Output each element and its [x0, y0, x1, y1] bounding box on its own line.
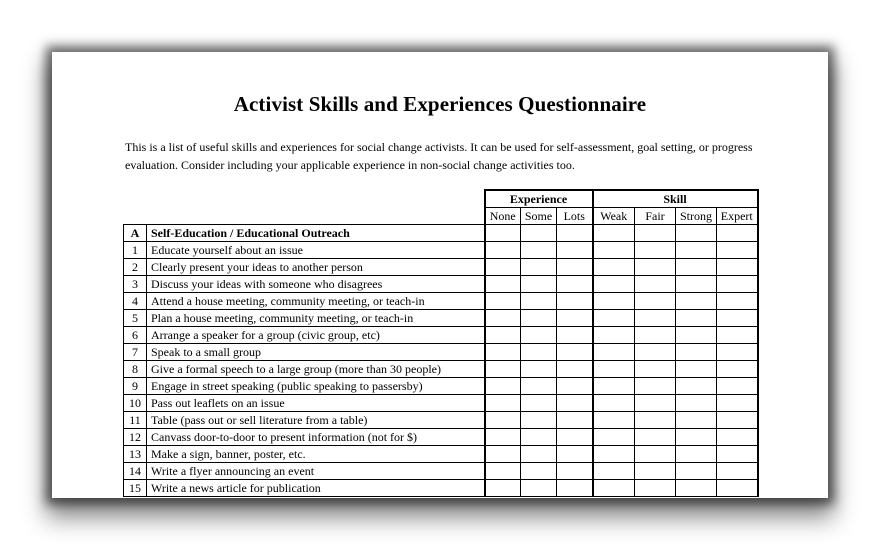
section-title: Self-Education / Educational Outreach [147, 225, 485, 242]
answer-cell[interactable] [521, 395, 557, 412]
answer-cell[interactable] [521, 412, 557, 429]
answer-cell[interactable] [635, 463, 676, 480]
table-row [124, 293, 758, 310]
answer-cell[interactable] [557, 310, 593, 327]
answer-cell[interactable] [521, 327, 557, 344]
answer-cell[interactable] [593, 259, 635, 276]
answer-cell[interactable] [593, 225, 635, 242]
answer-cell[interactable] [485, 446, 521, 463]
answer-cell[interactable] [485, 276, 521, 293]
answer-cell[interactable] [593, 242, 635, 259]
item-number: 2 [124, 259, 147, 276]
answer-cell[interactable] [557, 276, 593, 293]
item-text: Write a flyer announcing an event [147, 463, 485, 480]
item-text: Educate yourself about an issue [147, 242, 485, 259]
item-number: 3 [124, 276, 147, 293]
answer-cell[interactable] [635, 429, 676, 446]
col-header-some: Some [521, 208, 557, 225]
answer-cell[interactable] [485, 395, 521, 412]
answer-cell[interactable] [717, 446, 758, 463]
item-number: 8 [124, 361, 147, 378]
answer-cell[interactable] [635, 361, 676, 378]
table-row [124, 429, 758, 446]
intro-paragraph: This is a list of useful skills and experiences for social change activists. It can be used for self-assessment, goal setting, or progress evaluation. Consider including your applicable experience in non-social change activities too. [125, 140, 753, 172]
answer-cell[interactable] [635, 412, 676, 429]
section-letter: A [124, 225, 147, 242]
column-header-row [124, 208, 758, 225]
answer-cell[interactable] [557, 259, 593, 276]
document-page [52, 52, 828, 498]
item-text: Speak to a small group [147, 344, 485, 361]
answer-cell[interactable] [717, 361, 758, 378]
answer-cell[interactable] [593, 293, 635, 310]
answer-cell[interactable] [593, 327, 635, 344]
col-header-lots: Lots [557, 208, 593, 225]
table-row [124, 344, 758, 361]
answer-cell[interactable] [485, 259, 521, 276]
table-row [124, 463, 758, 480]
page-title: Activist Skills and Experiences Questionnaire [233, 92, 647, 116]
answer-cell[interactable] [485, 463, 521, 480]
answer-cell[interactable] [593, 310, 635, 327]
answer-cell[interactable] [635, 310, 676, 327]
answer-cell[interactable] [676, 293, 717, 310]
answer-cell[interactable] [557, 361, 593, 378]
answer-cell[interactable] [557, 242, 593, 259]
answer-cell[interactable] [717, 327, 758, 344]
answer-cell[interactable] [485, 378, 521, 395]
item-text: Discuss your ideas with someone who disagrees [147, 276, 485, 293]
answer-cell[interactable] [557, 463, 593, 480]
answer-cell[interactable] [521, 480, 557, 497]
answer-cell[interactable] [635, 395, 676, 412]
answer-cell[interactable] [676, 242, 717, 259]
answer-cell[interactable] [635, 344, 676, 361]
item-text: Write a news article for publication [147, 480, 485, 497]
item-number: 7 [124, 344, 147, 361]
item-number: 10 [124, 395, 147, 412]
table-row [124, 259, 758, 276]
answer-cell[interactable] [676, 412, 717, 429]
answer-cell[interactable] [557, 344, 593, 361]
answer-cell[interactable] [593, 344, 635, 361]
answer-cell[interactable] [593, 276, 635, 293]
answer-cell[interactable] [521, 276, 557, 293]
answer-cell[interactable] [635, 446, 676, 463]
answer-cell[interactable] [593, 446, 635, 463]
answer-cell[interactable] [485, 429, 521, 446]
answer-cell[interactable] [717, 293, 758, 310]
answer-cell[interactable] [593, 429, 635, 446]
answer-cell[interactable] [717, 344, 758, 361]
item-text: Canvass door-to-door to present information (not for $) [147, 429, 485, 446]
answer-cell[interactable] [717, 242, 758, 259]
answer-cell[interactable] [521, 293, 557, 310]
answer-cell[interactable] [521, 344, 557, 361]
table-row [124, 378, 758, 395]
table-row [124, 480, 758, 497]
answer-cell[interactable] [521, 225, 557, 242]
item-number: 6 [124, 327, 147, 344]
answer-cell[interactable] [485, 412, 521, 429]
answer-cell[interactable] [557, 293, 593, 310]
answer-cell[interactable] [676, 310, 717, 327]
answer-cell[interactable] [557, 378, 593, 395]
answer-cell[interactable] [521, 310, 557, 327]
table-row [124, 395, 758, 412]
answer-cell[interactable] [557, 480, 593, 497]
answer-cell[interactable] [593, 412, 635, 429]
item-text: Attend a house meeting, community meeting, or teach-in [147, 293, 485, 310]
col-header-weak: Weak [593, 208, 635, 225]
table-row [124, 242, 758, 259]
answer-cell[interactable] [676, 259, 717, 276]
answer-cell[interactable] [676, 429, 717, 446]
answer-cell[interactable] [635, 242, 676, 259]
answer-cell[interactable] [676, 361, 717, 378]
answer-cell[interactable] [557, 446, 593, 463]
answer-cell[interactable] [676, 276, 717, 293]
answer-cell[interactable] [717, 259, 758, 276]
answer-cell[interactable] [635, 259, 676, 276]
col-header-fair: Fair [635, 208, 676, 225]
col-header-expert: Expert [717, 208, 758, 225]
item-number: 13 [124, 446, 147, 463]
answer-cell[interactable] [521, 361, 557, 378]
answer-cell[interactable] [676, 344, 717, 361]
answer-cell[interactable] [676, 480, 717, 497]
answer-cell[interactable] [676, 446, 717, 463]
answer-cell[interactable] [485, 293, 521, 310]
item-text: Make a sign, banner, poster, etc. [147, 446, 485, 463]
item-number: 15 [124, 480, 147, 497]
item-text: Engage in street speaking (public speaking to passersby) [147, 378, 485, 395]
answer-cell[interactable] [521, 259, 557, 276]
answer-cell[interactable] [717, 395, 758, 412]
table-row [124, 276, 758, 293]
answer-cell[interactable] [635, 293, 676, 310]
section-header-row [124, 225, 758, 242]
answer-cell[interactable] [717, 480, 758, 497]
answer-cell[interactable] [521, 446, 557, 463]
answer-cell[interactable] [521, 429, 557, 446]
table-row [124, 310, 758, 327]
item-number: 11 [124, 412, 147, 429]
answer-cell[interactable] [635, 276, 676, 293]
answer-cell[interactable] [521, 463, 557, 480]
answer-cell[interactable] [593, 378, 635, 395]
answer-cell[interactable] [593, 361, 635, 378]
experience-group-header: Experience [485, 190, 593, 208]
answer-cell[interactable] [676, 225, 717, 242]
answer-cell[interactable] [717, 412, 758, 429]
item-number: 5 [124, 310, 147, 327]
answer-cell[interactable] [557, 395, 593, 412]
answer-cell[interactable] [593, 480, 635, 497]
col-header-none: None [485, 208, 521, 225]
table-row [124, 446, 758, 463]
answer-cell[interactable] [635, 225, 676, 242]
answer-cell[interactable] [717, 463, 758, 480]
answer-cell[interactable] [485, 361, 521, 378]
col-header-strong: Strong [676, 208, 717, 225]
answer-cell[interactable] [635, 378, 676, 395]
answer-cell[interactable] [717, 429, 758, 446]
answer-cell[interactable] [676, 378, 717, 395]
item-text: Arrange a speaker for a group (civic group, etc) [147, 327, 485, 344]
answer-cell[interactable] [485, 480, 521, 497]
answer-cell[interactable] [593, 463, 635, 480]
item-text: Table (pass out or sell literature from a table) [147, 412, 485, 429]
item-number: 4 [124, 293, 147, 310]
answer-cell[interactable] [521, 242, 557, 259]
item-text: Pass out leaflets on an issue [147, 395, 485, 412]
table-row [124, 361, 758, 378]
answer-cell[interactable] [676, 395, 717, 412]
group-header-row [124, 190, 758, 208]
answer-cell[interactable] [557, 429, 593, 446]
answer-cell[interactable] [717, 310, 758, 327]
item-text: Give a formal speech to a large group (more than 30 people) [147, 361, 485, 378]
questionnaire-table [123, 189, 759, 497]
answer-cell[interactable] [717, 225, 758, 242]
answer-cell[interactable] [676, 463, 717, 480]
answer-cell[interactable] [485, 225, 521, 242]
answer-cell[interactable] [593, 395, 635, 412]
answer-cell[interactable] [485, 242, 521, 259]
answer-cell[interactable] [485, 327, 521, 344]
item-number: 1 [124, 242, 147, 259]
skill-group-header: Skill [593, 190, 758, 208]
answer-cell[interactable] [676, 327, 717, 344]
item-number: 12 [124, 429, 147, 446]
answer-cell[interactable] [485, 344, 521, 361]
item-number: 9 [124, 378, 147, 395]
item-number: 14 [124, 463, 147, 480]
answer-cell[interactable] [717, 378, 758, 395]
answer-cell[interactable] [557, 327, 593, 344]
answer-cell[interactable] [635, 327, 676, 344]
answer-cell[interactable] [717, 276, 758, 293]
table-row [124, 327, 758, 344]
answer-cell[interactable] [485, 310, 521, 327]
answer-cell[interactable] [557, 225, 593, 242]
item-text: Clearly present your ideas to another person [147, 259, 485, 276]
answer-cell[interactable] [635, 480, 676, 497]
answer-cell[interactable] [557, 412, 593, 429]
table-row [124, 412, 758, 429]
item-text: Plan a house meeting, community meeting, or teach-in [147, 310, 485, 327]
answer-cell[interactable] [521, 378, 557, 395]
